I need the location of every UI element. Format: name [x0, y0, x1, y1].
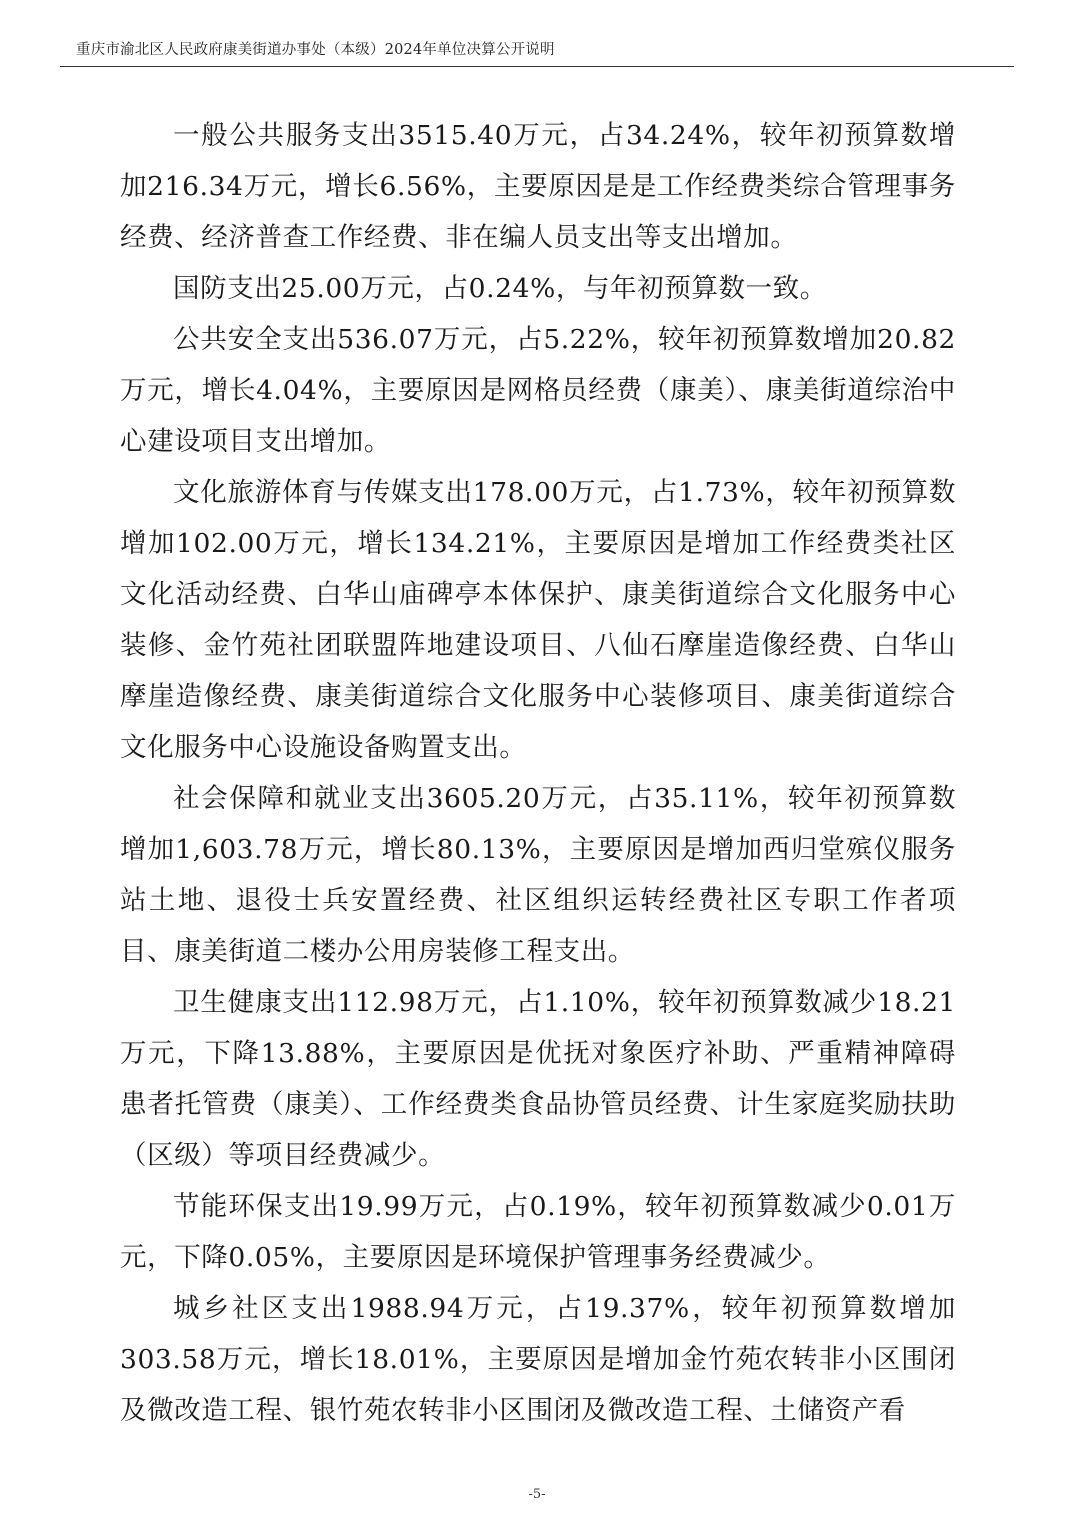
paragraph-culture-tourism-sports-media: 文化旅游体育与传媒支出178.00万元，占1.73%，较年初预算数增加102.00万元，增长134.21%，主要原因是增加工作经费类社区文化活动经费、白华山庙碑亭本体保护、康美街道综合文化服务中心装修、金竹苑社团联盟阵地建设项目、八仙石摩崖造像经费、白华山摩崖造像经费、康美街道综合文化服务中心装修项目、康美街道综合文化服务中心设施设备购置支出。 [120, 477, 956, 763]
paragraph-social-security-employment: 社会保障和就业支出3605.20万元，占35.11%，较年初预算数增加1,603.78万元，增长80.13%，主要原因是增加西归堂殡仪服务站土地、退役士兵安置经费、社区组织运转经费社区专职工作者项目、康美街道二楼办公用房装修工程支出。 [120, 783, 956, 967]
paragraph-health: 卫生健康支出112.98万元，占1.10%，较年初预算数减少18.21万元，下降13.88%，主要原因是优抚对象医疗补助、严重精神障碍患者托管费（康美）、工作经费类食品协管员经费、计生家庭奖励扶助（区级）等项目经费减少。 [120, 987, 956, 1171]
header-divider [60, 66, 1014, 67]
paragraph-energy-environment: 节能环保支出19.99万元，占0.19%，较年初预算数减少0.01万元，下降0.05%，主要原因是环境保护管理事务经费减少。 [120, 1191, 956, 1273]
document-body [120, 110, 956, 1436]
paragraph-urban-rural-community: 城乡社区支出1988.94万元，占19.37%，较年初预算数增加303.58万元，增长18.01%，主要原因是增加金竹苑农转非小区围闭及微改造工程、银竹苑农转非小区围闭及微改造工程、土储资产看 [120, 1293, 956, 1426]
paragraph-general-public-services: 一般公共服务支出3515.40万元，占34.24%，较年初预算数增加216.34万元，增长6.56%，主要原因是是工作经费类综合管理事务经费、经济普查工作经费、非在编人员支出等支出增加。 [120, 120, 956, 253]
paragraph-national-defense: 国防支出25.00万元，占0.24%，与年初预算数一致。 [173, 273, 827, 304]
page-number: -5- [528, 1487, 546, 1502]
paragraph-public-security: 公共安全支出536.07万元，占5.22%，较年初预算数增加20.82万元，增长4.04%，主要原因是网格员经费（康美）、康美街道综治中心建设项目支出增加。 [120, 324, 956, 457]
page-header: 重庆市渝北区人民政府康美街道办事处（本级）2024年单位决算公开说明 [76, 42, 555, 58]
